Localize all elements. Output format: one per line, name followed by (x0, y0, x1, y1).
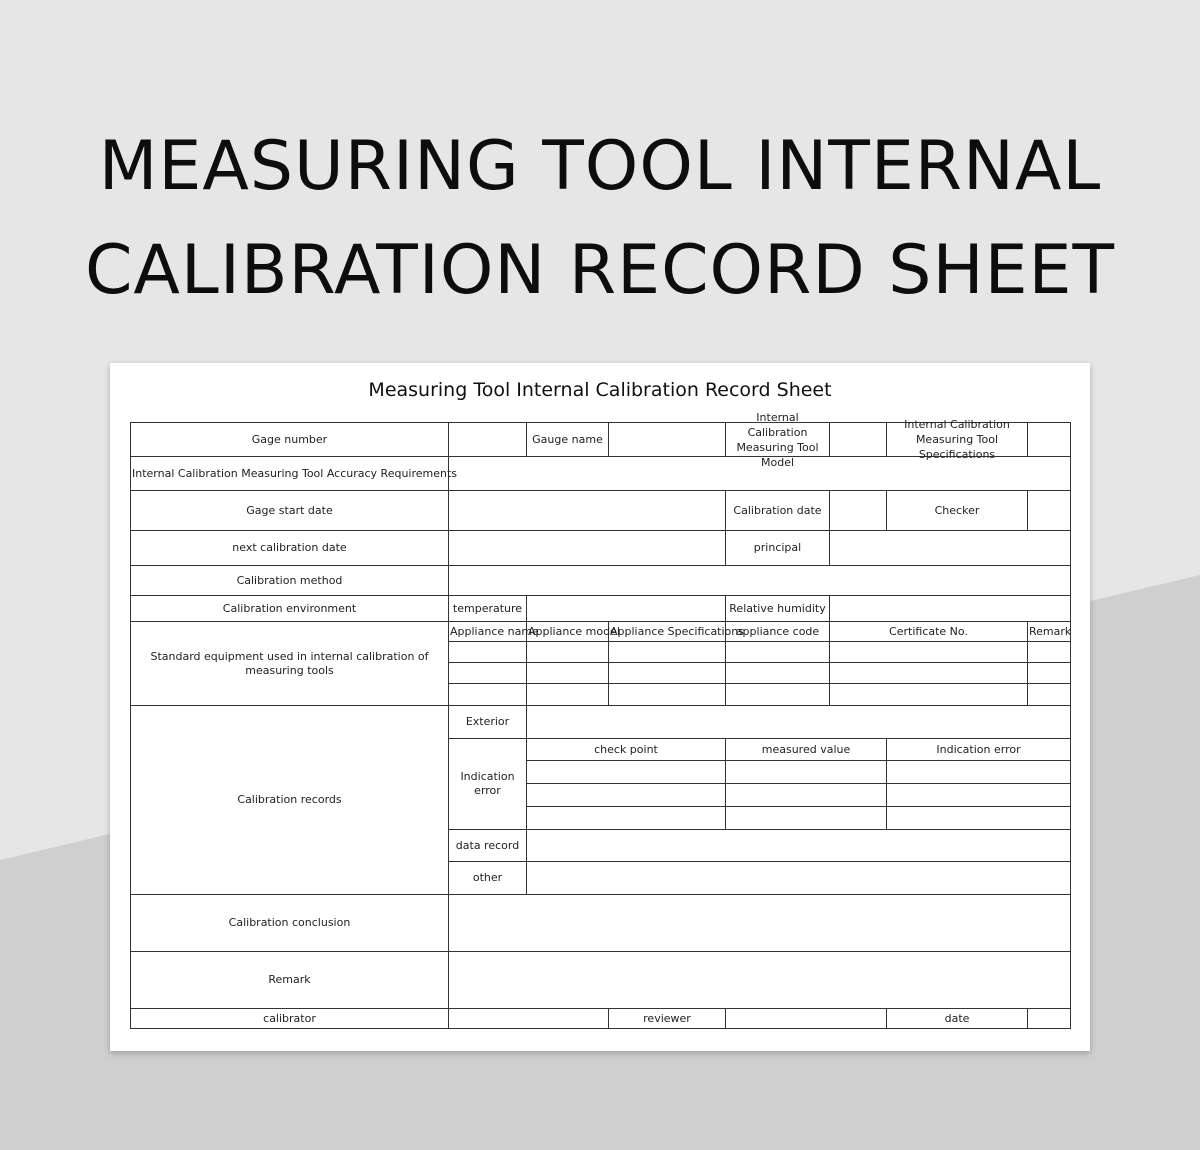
gage-start-date-value[interactable] (449, 491, 726, 531)
check-point-cell[interactable] (527, 761, 726, 784)
tool-specifications-value[interactable] (1028, 423, 1071, 457)
gage-number-label: Gage number (131, 423, 449, 457)
table-row (131, 622, 1071, 642)
calibration-table (130, 410, 1072, 1029)
equipment-cell[interactable] (527, 663, 609, 684)
remark-col-header: Remark (1028, 622, 1071, 642)
gage-number-value[interactable] (449, 423, 527, 457)
equipment-cell[interactable] (449, 684, 527, 706)
appliance-model-header: Appliance model (527, 622, 609, 642)
check-point-header: check point (527, 739, 726, 761)
gauge-name-value[interactable] (609, 423, 726, 457)
equipment-cell[interactable] (1028, 684, 1071, 706)
indication-error-cell[interactable] (887, 784, 1071, 807)
other-value[interactable] (527, 862, 1071, 895)
calibration-records-label: Calibration records (131, 706, 449, 895)
table-row (131, 706, 1071, 739)
measured-value-header: measured value (726, 739, 887, 761)
tool-specifications-text: Internal Calibration Measuring Tool Specifications (904, 418, 1010, 461)
equipment-cell[interactable] (609, 684, 726, 706)
equipment-cell[interactable] (1028, 663, 1071, 684)
calibration-conclusion-label: Calibration conclusion (131, 895, 449, 952)
equipment-cell[interactable] (830, 663, 1028, 684)
equipment-cell[interactable] (449, 642, 527, 663)
table-row (131, 1009, 1071, 1029)
tool-specifications-label (887, 418, 1028, 461)
calibration-date-value[interactable] (830, 491, 887, 531)
data-record-value[interactable] (527, 830, 1071, 862)
tool-model-label (726, 410, 830, 469)
temperature-label: temperature (449, 596, 527, 622)
calibrator-label: calibrator (131, 1009, 449, 1029)
next-calibration-date-label: next calibration date (131, 531, 449, 566)
temperature-value[interactable] (527, 596, 726, 622)
relative-humidity-label: Relative humidity (726, 596, 830, 622)
gauge-name-label: Gauge name (527, 423, 609, 457)
tool-model-value[interactable] (830, 423, 887, 457)
calibration-date-label: Calibration date (726, 491, 830, 531)
equipment-cell[interactable] (609, 642, 726, 663)
checker-label: Checker (887, 491, 1028, 531)
calibrator-value[interactable] (449, 1009, 609, 1029)
exterior-label: Exterior (449, 706, 527, 739)
sheet-title: Measuring Tool Internal Calibration Record Sheet (368, 379, 832, 401)
tool-model-text: Internal Calibration Measuring Tool Model (736, 410, 819, 469)
data-record-label: data record (449, 830, 527, 862)
table-row (131, 491, 1071, 531)
reviewer-value[interactable] (726, 1009, 887, 1029)
appliance-specifications-header: Appliance Specifications (609, 622, 726, 642)
exterior-value[interactable] (527, 706, 1071, 739)
reviewer-label: reviewer (609, 1009, 726, 1029)
equipment-cell[interactable] (726, 663, 830, 684)
equipment-cell[interactable] (830, 642, 1028, 663)
indication-error-label: Indication error (449, 739, 527, 830)
accuracy-requirements-label: Internal Calibration Measuring Tool Accuracy Requirements (131, 457, 449, 491)
principal-value[interactable] (830, 531, 1071, 566)
equipment-cell[interactable] (527, 642, 609, 663)
equipment-cell[interactable] (726, 684, 830, 706)
remark-value[interactable] (449, 952, 1071, 1009)
heading-line-2: CALIBRATION RECORD SHEET (84, 231, 1116, 310)
measured-value-cell[interactable] (726, 761, 887, 784)
other-label: other (449, 862, 527, 895)
gage-start-date-label: Gage start date (131, 491, 449, 531)
date-label: date (887, 1009, 1028, 1029)
table-row (131, 952, 1071, 1009)
equipment-cell[interactable] (609, 663, 726, 684)
indication-error-cell[interactable] (887, 761, 1071, 784)
appliance-code-header: appliance code (726, 622, 830, 642)
calibration-method-label: Calibration method (131, 566, 449, 596)
heading-line-1: MEASURING TOOL INTERNAL (98, 127, 1102, 206)
indication-error-header: Indication error (887, 739, 1071, 761)
date-value[interactable] (1028, 1009, 1071, 1029)
calibration-conclusion-value[interactable] (449, 895, 1071, 952)
measured-value-cell[interactable] (726, 784, 887, 807)
measured-value-cell[interactable] (726, 807, 887, 830)
check-point-cell[interactable] (527, 807, 726, 830)
equipment-cell[interactable] (1028, 642, 1071, 663)
check-point-cell[interactable] (527, 784, 726, 807)
calibration-environment-label: Calibration environment (131, 596, 449, 622)
relative-humidity-value[interactable] (830, 596, 1071, 622)
standard-equipment-label: Standard equipment used in internal calibration of measuring tools (131, 622, 449, 706)
next-calibration-date-value[interactable] (449, 531, 726, 566)
table-row (131, 531, 1071, 566)
certificate-no-header: Certificate No. (830, 622, 1028, 642)
table-row (131, 895, 1071, 952)
remark-label: Remark (131, 952, 449, 1009)
page-heading (0, 115, 1200, 323)
equipment-cell[interactable] (527, 684, 609, 706)
equipment-cell[interactable] (449, 663, 527, 684)
appliance-name-header: Appliance name (449, 622, 527, 642)
principal-label: principal (726, 531, 830, 566)
record-sheet (110, 363, 1090, 1051)
table-row (131, 423, 1071, 457)
table-row (131, 596, 1071, 622)
equipment-cell[interactable] (830, 684, 1028, 706)
checker-value[interactable] (1028, 491, 1071, 531)
indication-error-cell[interactable] (887, 807, 1071, 830)
calibration-method-value[interactable] (449, 566, 1071, 596)
equipment-cell[interactable] (726, 642, 830, 663)
table-row (131, 566, 1071, 596)
